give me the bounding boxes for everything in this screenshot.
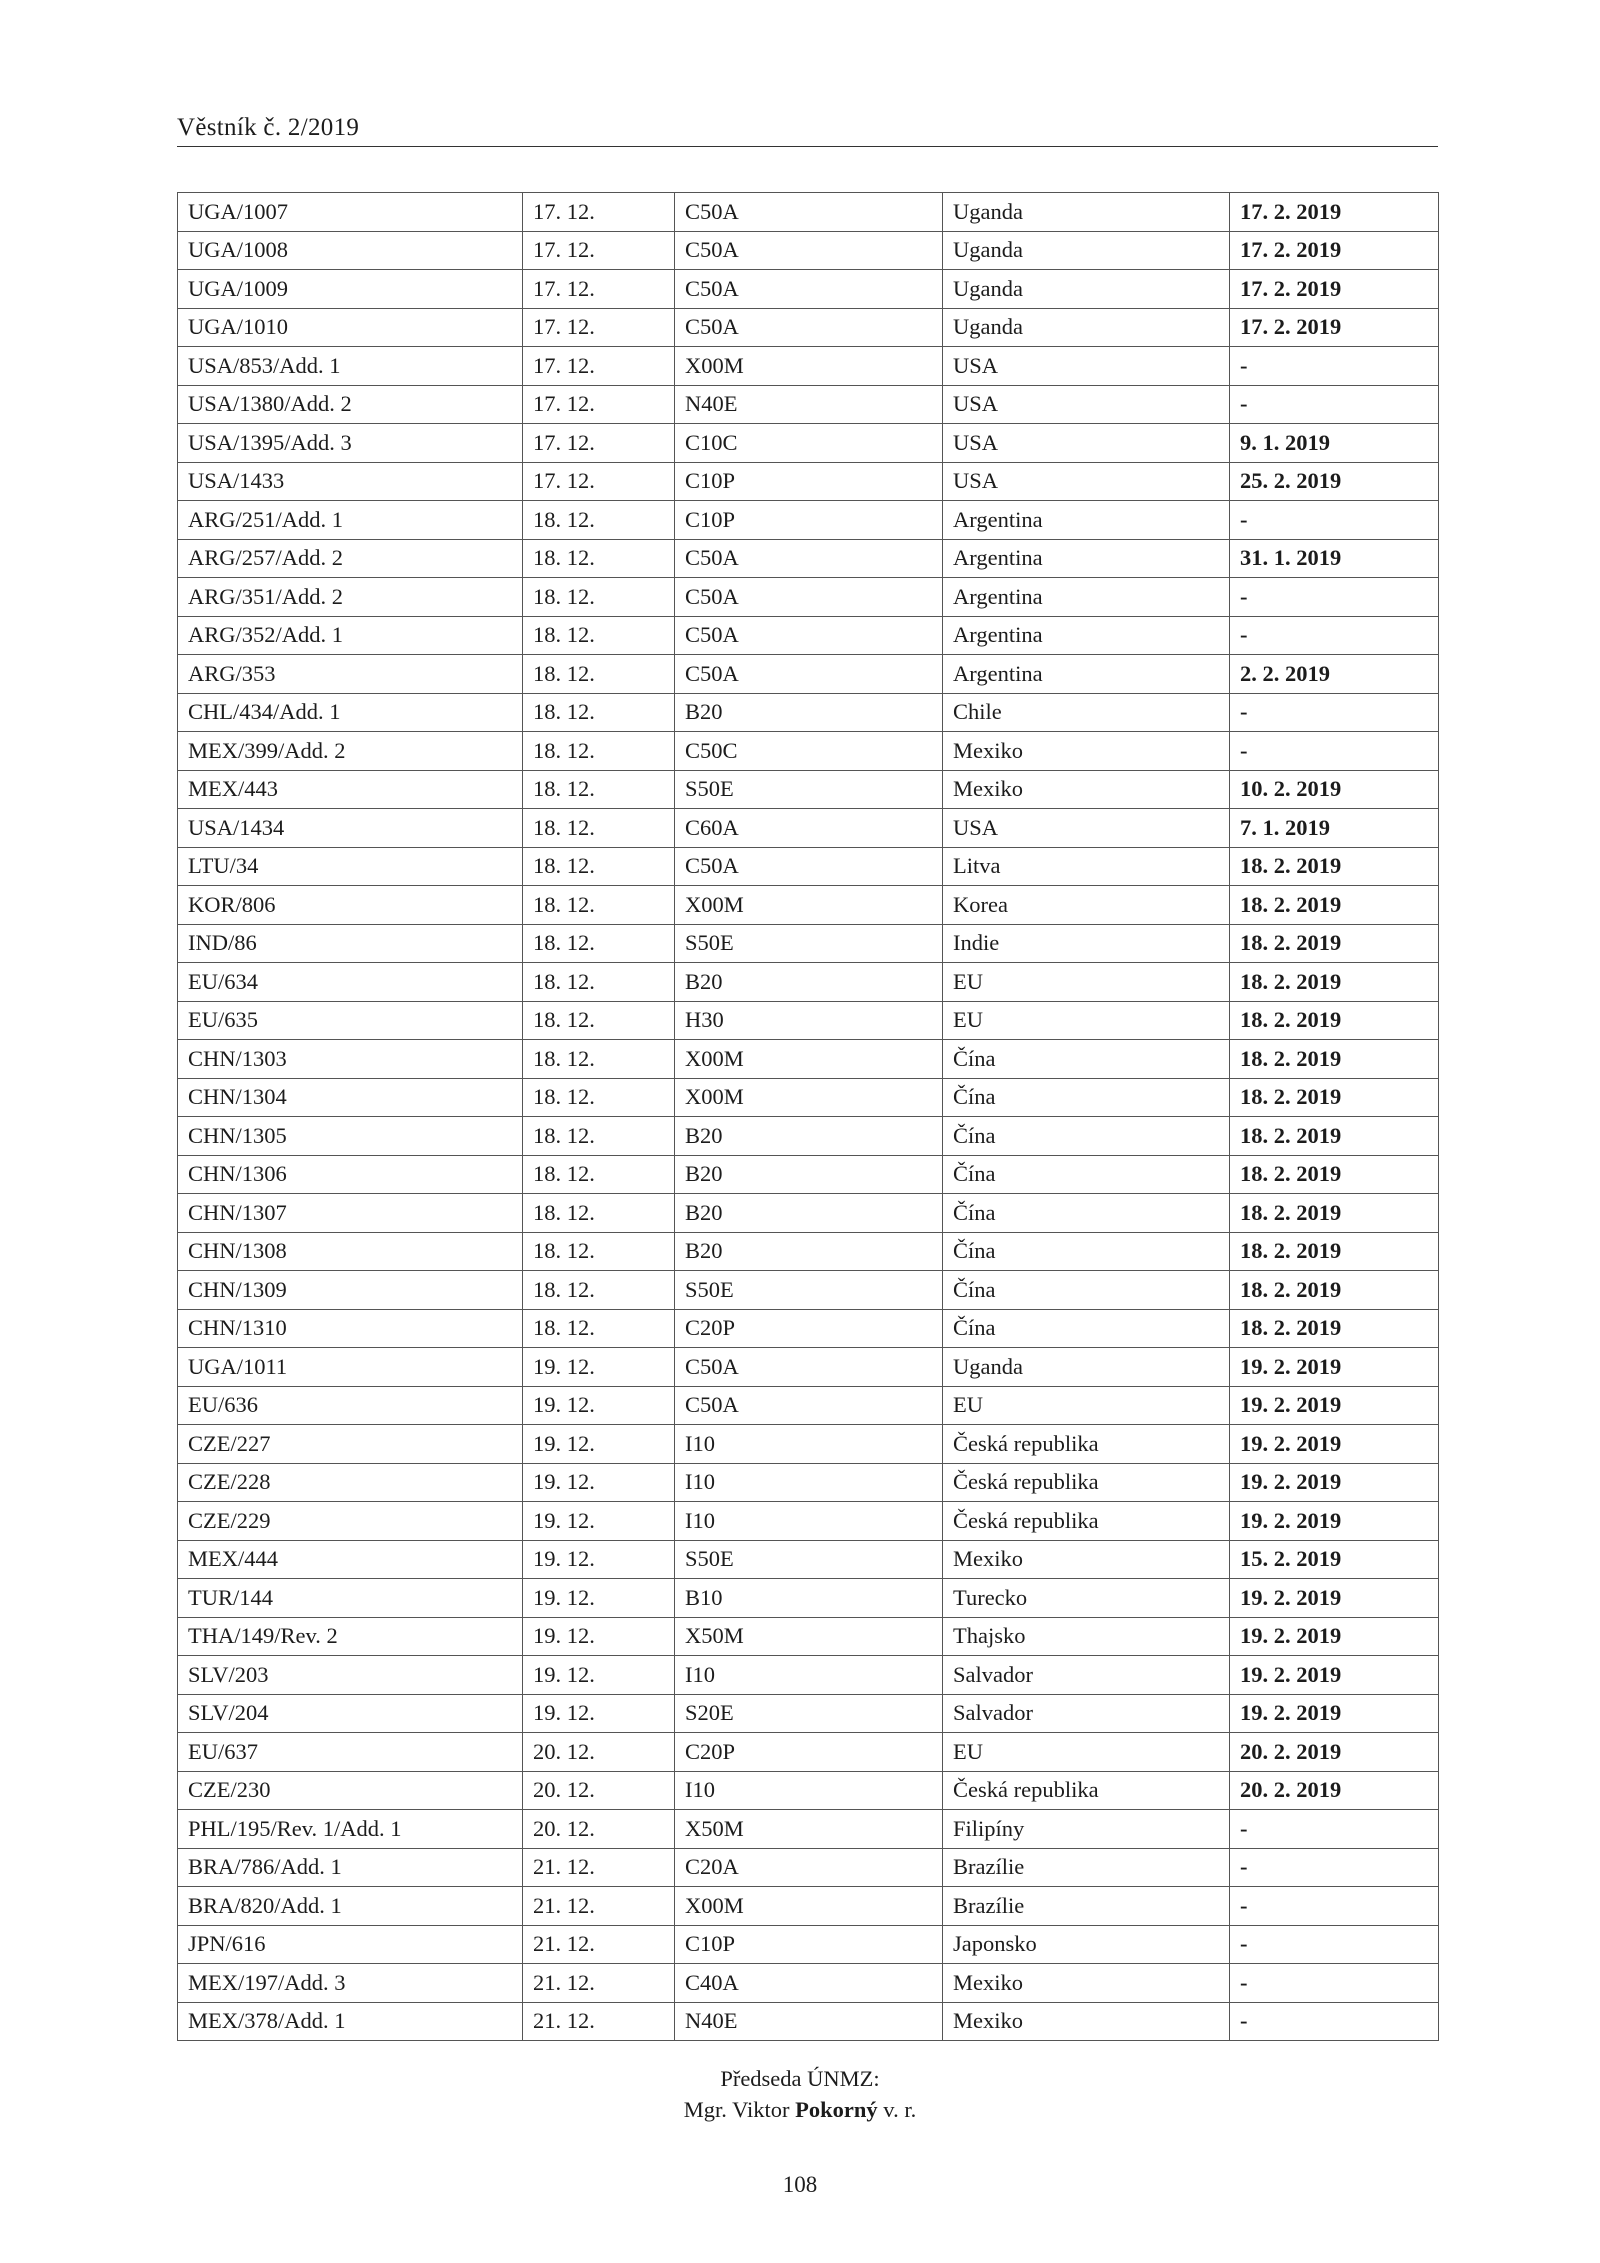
deadline-cell: 18. 2. 2019	[1230, 963, 1439, 1002]
code-cell: S50E	[675, 1540, 943, 1579]
country-cell: USA	[943, 809, 1230, 848]
notification-id-cell: USA/1395/Add. 3	[178, 424, 523, 463]
deadline-cell: 19. 2. 2019	[1230, 1502, 1439, 1541]
deadline-cell: -	[1230, 616, 1439, 655]
table-row	[178, 578, 1439, 617]
code-cell: C40A	[675, 1964, 943, 2003]
deadline-cell: -	[1230, 2002, 1439, 2041]
table-row	[178, 732, 1439, 771]
table-row	[178, 1810, 1439, 1849]
date-cell: 17. 12.	[523, 231, 675, 270]
table-row	[178, 1117, 1439, 1156]
notification-id-cell: ARG/352/Add. 1	[178, 616, 523, 655]
table-row	[178, 1194, 1439, 1233]
country-cell: Uganda	[943, 231, 1230, 270]
date-cell: 17. 12.	[523, 347, 675, 386]
country-cell: Uganda	[943, 308, 1230, 347]
notification-id-cell: CHL/434/Add. 1	[178, 693, 523, 732]
code-cell: C50A	[675, 578, 943, 617]
code-cell: S20E	[675, 1694, 943, 1733]
notification-id-cell: UGA/1009	[178, 270, 523, 309]
notification-id-cell: USA/1433	[178, 462, 523, 501]
notification-id-cell: UGA/1007	[178, 193, 523, 232]
code-cell: X50M	[675, 1810, 943, 1849]
code-cell: C50A	[675, 193, 943, 232]
date-cell: 18. 12.	[523, 655, 675, 694]
table-row	[178, 693, 1439, 732]
deadline-cell: 18. 2. 2019	[1230, 1232, 1439, 1271]
code-cell: X00M	[675, 1040, 943, 1079]
table-row	[178, 924, 1439, 963]
notification-id-cell: USA/1380/Add. 2	[178, 385, 523, 424]
country-cell: USA	[943, 462, 1230, 501]
notification-id-cell: BRA/786/Add. 1	[178, 1848, 523, 1887]
date-cell: 18. 12.	[523, 770, 675, 809]
date-cell: 17. 12.	[523, 308, 675, 347]
table-row	[178, 347, 1439, 386]
deadline-cell: 9. 1. 2019	[1230, 424, 1439, 463]
deadline-cell: -	[1230, 578, 1439, 617]
country-cell: Chile	[943, 693, 1230, 732]
code-cell: S50E	[675, 770, 943, 809]
code-cell: B10	[675, 1579, 943, 1618]
notification-id-cell: EU/636	[178, 1386, 523, 1425]
table-row	[178, 424, 1439, 463]
code-cell: C20A	[675, 1848, 943, 1887]
country-cell: Mexiko	[943, 2002, 1230, 2041]
code-cell: S50E	[675, 1271, 943, 1310]
date-cell: 18. 12.	[523, 809, 675, 848]
country-cell: Japonsko	[943, 1925, 1230, 1964]
notification-id-cell: CHN/1309	[178, 1271, 523, 1310]
deadline-cell: 10. 2. 2019	[1230, 770, 1439, 809]
country-cell: Čína	[943, 1232, 1230, 1271]
table-row	[178, 501, 1439, 540]
date-cell: 19. 12.	[523, 1502, 675, 1541]
notification-id-cell: CHN/1305	[178, 1117, 523, 1156]
code-cell: H30	[675, 1001, 943, 1040]
code-cell: I10	[675, 1463, 943, 1502]
table-row	[178, 1771, 1439, 1810]
date-cell: 20. 12.	[523, 1810, 675, 1849]
date-cell: 18. 12.	[523, 1040, 675, 1079]
deadline-cell: 17. 2. 2019	[1230, 270, 1439, 309]
code-cell: C50A	[675, 308, 943, 347]
date-cell: 17. 12.	[523, 424, 675, 463]
notification-id-cell: CHN/1308	[178, 1232, 523, 1271]
deadline-cell: 18. 2. 2019	[1230, 886, 1439, 925]
country-cell: Česká republika	[943, 1425, 1230, 1464]
notification-id-cell: MEX/399/Add. 2	[178, 732, 523, 771]
signature-name-prefix: Mgr. Viktor	[683, 2097, 796, 2122]
table-row	[178, 2002, 1439, 2041]
country-cell: Argentina	[943, 655, 1230, 694]
notification-table-body	[178, 193, 1439, 2041]
notification-id-cell: SLV/203	[178, 1656, 523, 1695]
notification-id-cell: UGA/1011	[178, 1348, 523, 1387]
deadline-cell: 18. 2. 2019	[1230, 1155, 1439, 1194]
code-cell: C50A	[675, 655, 943, 694]
table-row	[178, 616, 1439, 655]
deadline-cell: 7. 1. 2019	[1230, 809, 1439, 848]
deadline-cell: 20. 2. 2019	[1230, 1771, 1439, 1810]
date-cell: 18. 12.	[523, 732, 675, 771]
country-cell: Mexiko	[943, 770, 1230, 809]
code-cell: C50A	[675, 270, 943, 309]
date-cell: 18. 12.	[523, 1155, 675, 1194]
country-cell: Salvador	[943, 1694, 1230, 1733]
notification-id-cell: CHN/1304	[178, 1078, 523, 1117]
table-row	[178, 847, 1439, 886]
notification-id-cell: IND/86	[178, 924, 523, 963]
code-cell: I10	[675, 1771, 943, 1810]
page-header-title: Věstník č. 2/2019	[177, 114, 360, 141]
table-row	[178, 1425, 1439, 1464]
notification-id-cell: CHN/1303	[178, 1040, 523, 1079]
date-cell: 21. 12.	[523, 1848, 675, 1887]
deadline-cell: 18. 2. 2019	[1230, 1309, 1439, 1348]
country-cell: Filipíny	[943, 1810, 1230, 1849]
deadline-cell: -	[1230, 1810, 1439, 1849]
deadline-cell: 25. 2. 2019	[1230, 462, 1439, 501]
notification-id-cell: CZE/227	[178, 1425, 523, 1464]
date-cell: 19. 12.	[523, 1617, 675, 1656]
notification-id-cell: MEX/378/Add. 1	[178, 2002, 523, 2041]
date-cell: 21. 12.	[523, 2002, 675, 2041]
date-cell: 18. 12.	[523, 501, 675, 540]
deadline-cell: 2. 2. 2019	[1230, 655, 1439, 694]
code-cell: X00M	[675, 347, 943, 386]
date-cell: 17. 12.	[523, 270, 675, 309]
deadline-cell: 19. 2. 2019	[1230, 1425, 1439, 1464]
deadline-cell: -	[1230, 347, 1439, 386]
deadline-cell: 18. 2. 2019	[1230, 1194, 1439, 1233]
date-cell: 18. 12.	[523, 1271, 675, 1310]
notification-id-cell: MEX/444	[178, 1540, 523, 1579]
notification-id-cell: TUR/144	[178, 1579, 523, 1618]
code-cell: X00M	[675, 1887, 943, 1926]
country-cell: Čína	[943, 1155, 1230, 1194]
notification-id-cell: EU/637	[178, 1733, 523, 1772]
signature-name	[0, 2097, 1600, 2123]
notification-id-cell: ARG/251/Add. 1	[178, 501, 523, 540]
code-cell: C20P	[675, 1309, 943, 1348]
country-cell: Čína	[943, 1078, 1230, 1117]
country-cell: EU	[943, 1386, 1230, 1425]
date-cell: 19. 12.	[523, 1463, 675, 1502]
code-cell: B20	[675, 693, 943, 732]
code-cell: I10	[675, 1502, 943, 1541]
deadline-cell: 20. 2. 2019	[1230, 1733, 1439, 1772]
table-row	[178, 1694, 1439, 1733]
date-cell: 19. 12.	[523, 1656, 675, 1695]
deadline-cell: -	[1230, 385, 1439, 424]
signature-surname: Pokorný	[795, 2097, 878, 2122]
date-cell: 18. 12.	[523, 924, 675, 963]
notification-id-cell: LTU/34	[178, 847, 523, 886]
table-row	[178, 193, 1439, 232]
notification-id-cell: MEX/197/Add. 3	[178, 1964, 523, 2003]
code-cell: X50M	[675, 1617, 943, 1656]
country-cell: EU	[943, 963, 1230, 1002]
country-cell: Čína	[943, 1117, 1230, 1156]
country-cell: Čína	[943, 1309, 1230, 1348]
deadline-cell: -	[1230, 732, 1439, 771]
date-cell: 21. 12.	[523, 1887, 675, 1926]
notification-id-cell: PHL/195/Rev. 1/Add. 1	[178, 1810, 523, 1849]
country-cell: Argentina	[943, 501, 1230, 540]
code-cell: C10P	[675, 501, 943, 540]
notification-id-cell: UGA/1008	[178, 231, 523, 270]
code-cell: X00M	[675, 886, 943, 925]
table-row	[178, 809, 1439, 848]
country-cell: EU	[943, 1001, 1230, 1040]
date-cell: 18. 12.	[523, 1117, 675, 1156]
notification-id-cell: ARG/353	[178, 655, 523, 694]
table-row	[178, 1925, 1439, 1964]
date-cell: 18. 12.	[523, 1309, 675, 1348]
country-cell: Brazílie	[943, 1887, 1230, 1926]
date-cell: 19. 12.	[523, 1694, 675, 1733]
date-cell: 18. 12.	[523, 1001, 675, 1040]
table-row	[178, 308, 1439, 347]
notification-id-cell: USA/853/Add. 1	[178, 347, 523, 386]
date-cell: 21. 12.	[523, 1925, 675, 1964]
header-divider	[177, 146, 1438, 147]
code-cell: B20	[675, 1117, 943, 1156]
date-cell: 17. 12.	[523, 385, 675, 424]
country-cell: Česká republika	[943, 1771, 1230, 1810]
date-cell: 18. 12.	[523, 1078, 675, 1117]
date-cell: 18. 12.	[523, 539, 675, 578]
table-row	[178, 270, 1439, 309]
code-cell: C20P	[675, 1733, 943, 1772]
country-cell: Mexiko	[943, 732, 1230, 771]
code-cell: C50A	[675, 847, 943, 886]
deadline-cell: 18. 2. 2019	[1230, 924, 1439, 963]
deadline-cell: -	[1230, 1964, 1439, 2003]
table-row	[178, 1617, 1439, 1656]
notification-id-cell: EU/634	[178, 963, 523, 1002]
deadline-cell: 18. 2. 2019	[1230, 1117, 1439, 1156]
deadline-cell: 18. 2. 2019	[1230, 847, 1439, 886]
notification-id-cell: KOR/806	[178, 886, 523, 925]
notification-id-cell: SLV/204	[178, 1694, 523, 1733]
notification-id-cell: CZE/230	[178, 1771, 523, 1810]
table-row	[178, 539, 1439, 578]
country-cell: Česká republika	[943, 1502, 1230, 1541]
date-cell: 19. 12.	[523, 1540, 675, 1579]
date-cell: 19. 12.	[523, 1579, 675, 1618]
notification-id-cell: ARG/257/Add. 2	[178, 539, 523, 578]
deadline-cell: 18. 2. 2019	[1230, 1271, 1439, 1310]
date-cell: 20. 12.	[523, 1733, 675, 1772]
deadline-cell: 19. 2. 2019	[1230, 1617, 1439, 1656]
table-row	[178, 1463, 1439, 1502]
date-cell: 18. 12.	[523, 963, 675, 1002]
date-cell: 19. 12.	[523, 1425, 675, 1464]
country-cell: Uganda	[943, 1348, 1230, 1387]
country-cell: Uganda	[943, 193, 1230, 232]
deadline-cell: 17. 2. 2019	[1230, 231, 1439, 270]
deadline-cell: 19. 2. 2019	[1230, 1694, 1439, 1733]
country-cell: Argentina	[943, 539, 1230, 578]
deadline-cell: -	[1230, 693, 1439, 732]
country-cell: Čína	[943, 1040, 1230, 1079]
code-cell: I10	[675, 1425, 943, 1464]
deadline-cell: 19. 2. 2019	[1230, 1348, 1439, 1387]
deadline-cell: 18. 2. 2019	[1230, 1040, 1439, 1079]
deadline-cell: 19. 2. 2019	[1230, 1579, 1439, 1618]
table-row	[178, 655, 1439, 694]
code-cell: C10C	[675, 424, 943, 463]
table-row	[178, 963, 1439, 1002]
code-cell: B20	[675, 963, 943, 1002]
table-row	[178, 1155, 1439, 1194]
table-row	[178, 1733, 1439, 1772]
notification-id-cell: MEX/443	[178, 770, 523, 809]
code-cell: S50E	[675, 924, 943, 963]
date-cell: 19. 12.	[523, 1348, 675, 1387]
deadline-cell: 19. 2. 2019	[1230, 1463, 1439, 1502]
notification-id-cell: JPN/616	[178, 1925, 523, 1964]
country-cell: Litva	[943, 847, 1230, 886]
deadline-cell: 18. 2. 2019	[1230, 1001, 1439, 1040]
country-cell: Argentina	[943, 578, 1230, 617]
country-cell: Brazílie	[943, 1848, 1230, 1887]
table-row	[178, 1656, 1439, 1695]
code-cell: B20	[675, 1232, 943, 1271]
country-cell: Mexiko	[943, 1964, 1230, 2003]
code-cell: C50A	[675, 1386, 943, 1425]
table-row	[178, 1078, 1439, 1117]
country-cell: USA	[943, 424, 1230, 463]
deadline-cell: -	[1230, 501, 1439, 540]
notification-table	[177, 192, 1439, 2041]
table-row	[178, 1001, 1439, 1040]
table-row	[178, 462, 1439, 501]
notification-id-cell: CHN/1310	[178, 1309, 523, 1348]
table-row	[178, 1232, 1439, 1271]
code-cell: C60A	[675, 809, 943, 848]
deadline-cell: 17. 2. 2019	[1230, 193, 1439, 232]
table-row	[178, 1348, 1439, 1387]
deadline-cell: 19. 2. 2019	[1230, 1656, 1439, 1695]
table-row	[178, 1309, 1439, 1348]
notification-id-cell: CHN/1307	[178, 1194, 523, 1233]
notification-id-cell: CHN/1306	[178, 1155, 523, 1194]
code-cell: I10	[675, 1656, 943, 1695]
code-cell: B20	[675, 1194, 943, 1233]
notification-id-cell: UGA/1010	[178, 308, 523, 347]
country-cell: Čína	[943, 1194, 1230, 1233]
country-cell: Mexiko	[943, 1540, 1230, 1579]
deadline-cell: 17. 2. 2019	[1230, 308, 1439, 347]
code-cell: B20	[675, 1155, 943, 1194]
signature-name-suffix: v. r.	[877, 2097, 917, 2122]
deadline-cell: 15. 2. 2019	[1230, 1540, 1439, 1579]
country-cell: Čína	[943, 1271, 1230, 1310]
deadline-cell: -	[1230, 1887, 1439, 1926]
table-row	[178, 1579, 1439, 1618]
date-cell: 18. 12.	[523, 693, 675, 732]
table-row	[178, 1540, 1439, 1579]
table-row	[178, 1964, 1439, 2003]
deadline-cell: 31. 1. 2019	[1230, 539, 1439, 578]
country-cell: Uganda	[943, 270, 1230, 309]
deadline-cell: -	[1230, 1848, 1439, 1887]
date-cell: 18. 12.	[523, 847, 675, 886]
code-cell: X00M	[675, 1078, 943, 1117]
date-cell: 18. 12.	[523, 1194, 675, 1233]
code-cell: C10P	[675, 1925, 943, 1964]
date-cell: 18. 12.	[523, 1232, 675, 1271]
deadline-cell: 19. 2. 2019	[1230, 1386, 1439, 1425]
notification-id-cell: CZE/229	[178, 1502, 523, 1541]
deadline-cell: -	[1230, 1925, 1439, 1964]
date-cell: 17. 12.	[523, 193, 675, 232]
country-cell: USA	[943, 347, 1230, 386]
table-row	[178, 1887, 1439, 1926]
date-cell: 19. 12.	[523, 1386, 675, 1425]
notification-id-cell: EU/635	[178, 1001, 523, 1040]
country-cell: Korea	[943, 886, 1230, 925]
date-cell: 18. 12.	[523, 886, 675, 925]
table-row	[178, 770, 1439, 809]
notification-id-cell: ARG/351/Add. 2	[178, 578, 523, 617]
code-cell: C50A	[675, 539, 943, 578]
code-cell: C10P	[675, 462, 943, 501]
date-cell: 18. 12.	[523, 616, 675, 655]
country-cell: EU	[943, 1733, 1230, 1772]
notification-id-cell: THA/149/Rev. 2	[178, 1617, 523, 1656]
notification-id-cell: USA/1434	[178, 809, 523, 848]
notification-id-cell: BRA/820/Add. 1	[178, 1887, 523, 1926]
country-cell: Salvador	[943, 1656, 1230, 1695]
code-cell: C50A	[675, 1348, 943, 1387]
code-cell: C50C	[675, 732, 943, 771]
page-number: 108	[782, 2172, 818, 2197]
date-cell: 20. 12.	[523, 1771, 675, 1810]
date-cell: 21. 12.	[523, 1964, 675, 2003]
code-cell: N40E	[675, 2002, 943, 2041]
table-row	[178, 1502, 1439, 1541]
notification-id-cell: CZE/228	[178, 1463, 523, 1502]
table-row	[178, 1040, 1439, 1079]
country-cell: Turecko	[943, 1579, 1230, 1618]
table-row	[178, 1386, 1439, 1425]
table-row	[178, 1848, 1439, 1887]
code-cell: C50A	[675, 231, 943, 270]
table-row	[178, 385, 1439, 424]
country-cell: Thajsko	[943, 1617, 1230, 1656]
country-cell: Česká republika	[943, 1463, 1230, 1502]
table-row	[178, 886, 1439, 925]
table-row	[178, 1271, 1439, 1310]
code-cell: C50A	[675, 616, 943, 655]
date-cell: 18. 12.	[523, 578, 675, 617]
code-cell: N40E	[675, 385, 943, 424]
country-cell: Argentina	[943, 616, 1230, 655]
table-row	[178, 231, 1439, 270]
country-cell: USA	[943, 385, 1230, 424]
signature-role: Předseda ÚNMZ:	[720, 2066, 880, 2091]
date-cell: 17. 12.	[523, 462, 675, 501]
country-cell: Indie	[943, 924, 1230, 963]
deadline-cell: 18. 2. 2019	[1230, 1078, 1439, 1117]
